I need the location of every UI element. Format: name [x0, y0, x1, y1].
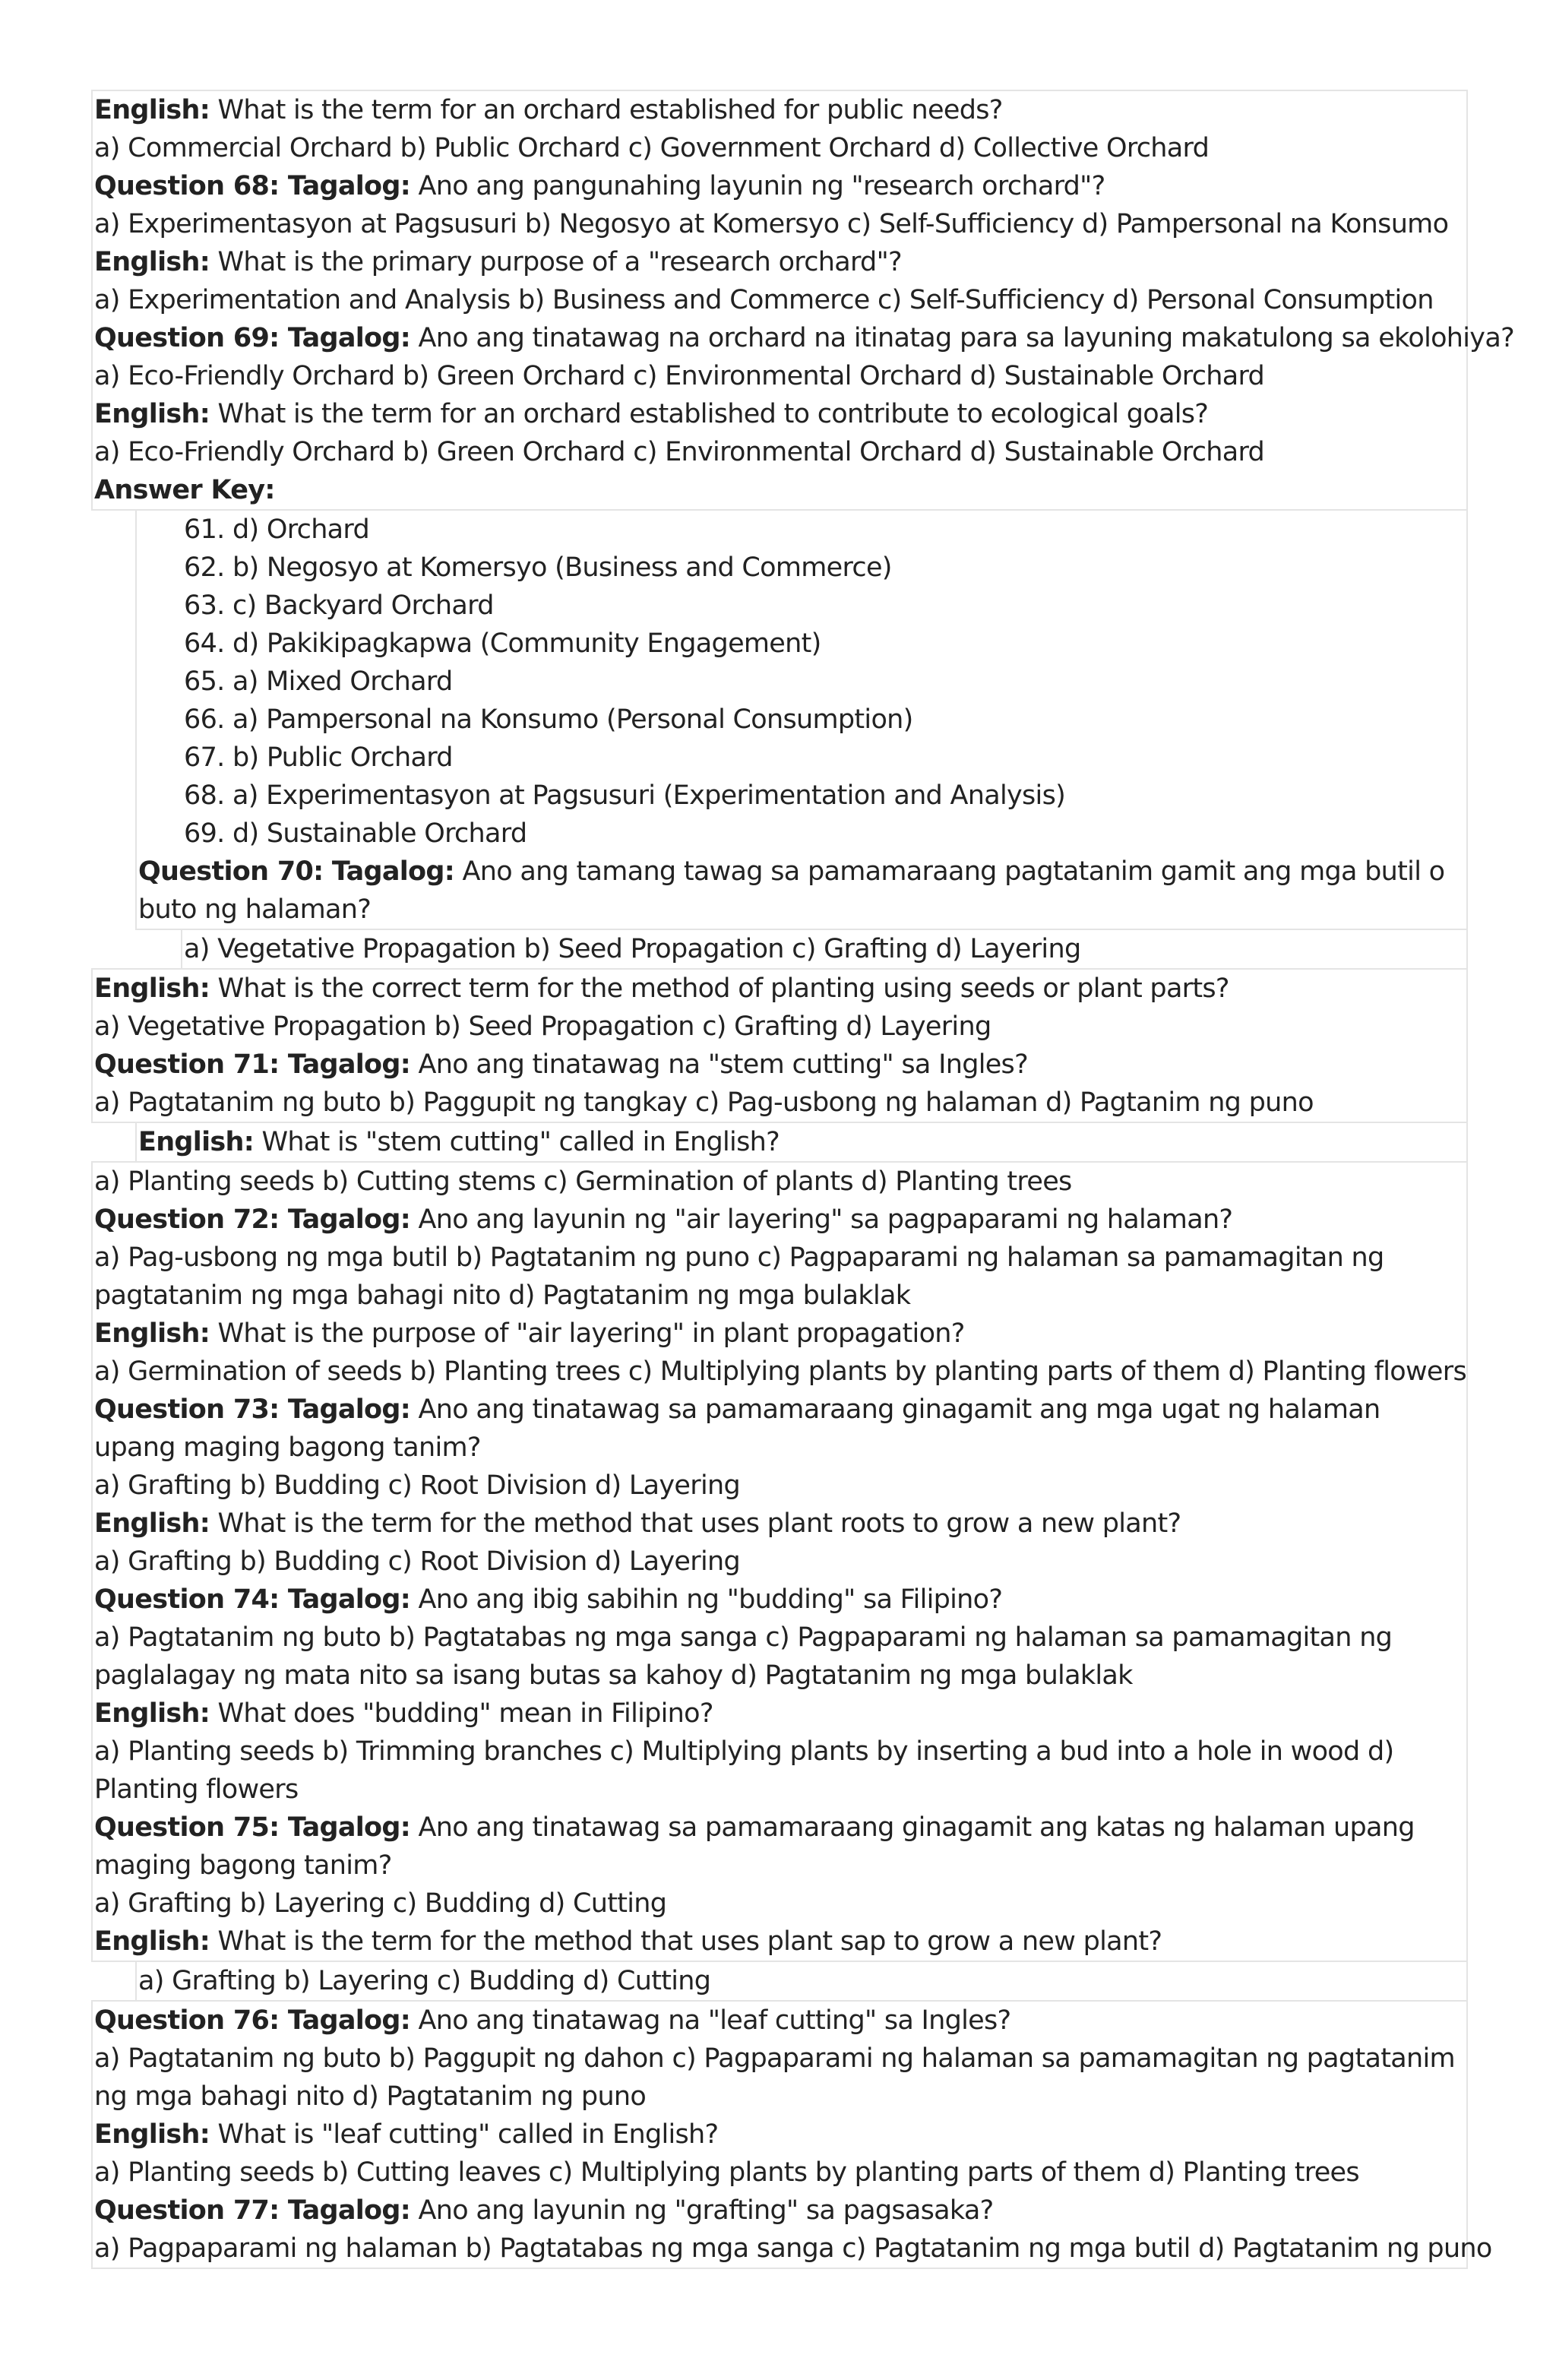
line-text: a) Grafting b) Budding c) Root Division d) Layering [94, 1546, 740, 1577]
line-label: Question 77: Tagalog: [94, 2195, 411, 2226]
content-block [91, 1161, 1468, 1962]
line-text: a) Planting seeds b) Cutting leaves c) Multiplying plants by planting parts of them d) Planting trees [94, 2157, 1359, 2188]
answer-key-item [137, 587, 1466, 625]
labeled-line [93, 1505, 1466, 1543]
line-text: a) Eco-Friendly Orchard b) Green Orchard c) Environmental Orchard d) Sustainable Orchard [94, 437, 1265, 467]
line-text: 63. c) Backyard Orchard [184, 590, 494, 621]
content-block [135, 1961, 1468, 2002]
line-text: Ano ang pangunahing layunin ng "research orchard"? [410, 171, 1105, 201]
labeled-line [93, 243, 1466, 281]
content-block [91, 968, 1468, 1123]
text-line [93, 1239, 1466, 1315]
line-text: a) Grafting b) Layering c) Budding d) Cutting [94, 1888, 667, 1919]
line-text: a) Pagtatanim ng buto b) Paggupit ng tangkay c) Pag-usbong ng halaman d) Pagtanim ng puno [94, 1087, 1314, 1118]
line-label: Question 74: Tagalog: [94, 1584, 411, 1615]
answer-key-item [137, 739, 1466, 777]
line-label: Question 69: Tagalog: [94, 323, 411, 353]
line-text: 66. a) Pampersonal na Konsumo (Personal Consumption) [184, 704, 913, 735]
text-line [182, 930, 1466, 968]
labeled-line [93, 1581, 1466, 1619]
content-block [91, 90, 1514, 511]
line-text: Ano ang tinatawag sa pamamaraang ginagamit ang mga ugat ng halaman upang maging bagong tanim? [94, 1394, 1380, 1463]
text-line [93, 1543, 1466, 1581]
text-line [93, 1885, 1466, 1923]
line-text: a) Pag-usbong ng mga butil b) Pagtatanim ng puno c) Pagpaparami ng halaman sa pamamagitan ng pagtatanim ng mga bahagi nito d) Pagtatanim ng mga bulaklak [94, 1242, 1384, 1311]
line-text: Ano ang tinatawag na "stem cutting" sa Ingles? [410, 1049, 1028, 1080]
line-text: What is "stem cutting" called in English? [254, 1127, 780, 1157]
answer-key-item [137, 777, 1466, 815]
answer-key-item [137, 625, 1466, 663]
labeled-line [93, 471, 1466, 509]
labeled-line [93, 2192, 1466, 2230]
line-text: a) Vegetative Propagation b) Seed Propagation c) Grafting d) Layering [184, 934, 1081, 964]
line-text: 69. d) Sustainable Orchard [184, 818, 527, 849]
line-text: What is the term for an orchard established to contribute to ecological goals? [210, 399, 1209, 429]
text-line [93, 2040, 1466, 2116]
labeled-line [93, 395, 1466, 433]
text-line [93, 129, 1466, 167]
line-text: 67. b) Public Orchard [184, 742, 453, 773]
answer-key-item [137, 815, 1466, 853]
text-line [93, 2230, 1492, 2268]
line-text: 62. b) Negosyo at Komersyo (Business and Commerce) [184, 552, 892, 583]
labeled-line [93, 91, 1466, 129]
text-line [93, 1467, 1466, 1505]
labeled-line [93, 1923, 1466, 1961]
line-text: a) Experimentation and Analysis b) Business and Commerce c) Self-Sufficiency d) Personal Consumption [94, 285, 1434, 315]
line-text: Ano ang layunin ng "grafting" sa pagsasaka? [410, 2195, 994, 2226]
line-label: Question 75: Tagalog: [94, 1812, 411, 1843]
line-text: What is the primary purpose of a "research orchard"? [210, 247, 902, 277]
line-label: Question 71: Tagalog: [94, 1049, 411, 1080]
text-line [93, 357, 1466, 395]
line-text: Ano ang tamang tawag sa pamamaraang pagtatanim gamit ang mga butil o buto ng halaman? [138, 856, 1445, 925]
content-block [91, 2000, 1492, 2269]
text-line [93, 1084, 1466, 1122]
line-label: English: [94, 1698, 210, 1729]
line-text: a) Vegetative Propagation b) Seed Propagation c) Grafting d) Layering [94, 1011, 991, 1042]
line-text: a) Grafting b) Layering c) Budding d) Cutting [138, 1966, 711, 1996]
line-text: Ano ang tinatawag na orchard na itinatag para sa layuning makatulong sa ekolohiya? [410, 323, 1514, 353]
line-label: Question 70: Tagalog: [138, 856, 455, 887]
line-label: English: [94, 1926, 210, 1957]
answer-key-item [137, 549, 1466, 587]
line-text: 64. d) Pakikipagkapwa (Community Engagement) [184, 628, 821, 659]
text-line [93, 1733, 1466, 1809]
text-line [93, 1163, 1466, 1201]
line-text: 68. a) Experimentasyon at Pagsusuri (Experimentation and Analysis) [184, 780, 1066, 811]
line-text: What is the term for the method that uses plant roots to grow a new plant? [210, 1508, 1181, 1539]
line-text: Ano ang tinatawag sa pamamaraang ginagamit ang katas ng halaman upang maging bagong tanim? [94, 1812, 1415, 1881]
labeled-line [93, 1391, 1466, 1467]
line-text: 61. d) Orchard [184, 514, 370, 545]
line-text: a) Eco-Friendly Orchard b) Green Orchard c) Environmental Orchard d) Sustainable Orchard [94, 361, 1265, 391]
labeled-line [93, 319, 1514, 357]
content-block [135, 1122, 1468, 1163]
line-label: English: [94, 973, 210, 1004]
line-text: Ano ang tinatawag na "leaf cutting" sa Ingles? [410, 2005, 1011, 2036]
line-label: Question 72: Tagalog: [94, 1204, 411, 1235]
line-label: Question 76: Tagalog: [94, 2005, 411, 2036]
labeled-line [93, 1046, 1466, 1084]
labeled-line [93, 1201, 1466, 1239]
content-block [181, 929, 1468, 970]
line-text: Ano ang ibig sabihin ng "budding" sa Filipino? [410, 1584, 1003, 1615]
line-text: a) Pagtatanim ng buto b) Paggupit ng dahon c) Pagpaparami ng halaman sa pamamagitan ng pagtatanim ng mga bahagi nito d) Pagtatanim ng puno [94, 2043, 1455, 2112]
line-text: What does "budding" mean in Filipino? [210, 1698, 713, 1729]
text-line [93, 1619, 1466, 1695]
line-text: a) Germination of seeds b) Planting trees c) Multiplying plants by planting parts of them d) Planting flowers [94, 1356, 1466, 1387]
labeled-line [93, 1695, 1466, 1733]
labeled-line [93, 2116, 1466, 2154]
labeled-line [93, 1315, 1466, 1353]
line-text: a) Commercial Orchard b) Public Orchard c) Government Orchard d) Collective Orchard [94, 133, 1210, 163]
line-label: English: [94, 247, 210, 277]
line-text: a) Grafting b) Budding c) Root Division d) Layering [94, 1470, 740, 1501]
line-label: English: [94, 1318, 210, 1349]
line-text: a) Pagpaparami ng halaman b) Pagtatabas ng mga sanga c) Pagtatanim ng mga butil d) Pagtatanim ng puno [94, 2233, 1492, 2264]
line-text: What is the purpose of "air layering" in plant propagation? [210, 1318, 965, 1349]
text-line [93, 2154, 1466, 2192]
line-text: a) Planting seeds b) Cutting stems c) Germination of plants d) Planting trees [94, 1166, 1072, 1197]
line-label: English: [138, 1127, 255, 1157]
labeled-line [93, 1809, 1466, 1885]
line-label: English: [94, 399, 210, 429]
line-label: English: [94, 2119, 210, 2150]
line-text: a) Experimentasyon at Pagsusuri b) Negosyo at Komersyo c) Self-Sufficiency d) Pampersonal na Konsumo [94, 209, 1449, 239]
labeled-line [93, 2002, 1466, 2040]
text-line [93, 1353, 1466, 1391]
labeled-line [137, 853, 1466, 929]
text-line [93, 205, 1466, 243]
text-line [93, 281, 1466, 319]
answer-key-item [137, 511, 1466, 549]
line-label: Question 68: Tagalog: [94, 171, 411, 201]
line-text: What is the term for the method that uses plant sap to grow a new plant? [210, 1926, 1162, 1957]
line-text: 65. a) Mixed Orchard [184, 666, 453, 697]
line-label: English: [94, 1508, 210, 1539]
text-line [137, 1962, 1466, 2000]
content-block [135, 509, 1468, 930]
line-text: a) Pagtatanim ng buto b) Pagtatabas ng mga sanga c) Pagpaparami ng halaman sa pamamagitan ng paglalagay ng mata nito sa isang butas sa kahoy d) Pagtatanim ng mga bulaklak [94, 1622, 1393, 1691]
answer-key-item [137, 663, 1466, 701]
document-body [91, 91, 1514, 2269]
labeled-line [93, 970, 1466, 1008]
line-text: Ano ang layunin ng "air layering" sa pagpaparami ng halaman? [410, 1204, 1233, 1235]
line-label: Question 73: Tagalog: [94, 1394, 411, 1425]
line-text: What is the correct term for the method of planting using seeds or plant parts? [210, 973, 1229, 1004]
line-label: Answer Key: [94, 475, 275, 505]
line-text: What is "leaf cutting" called in English? [210, 2119, 719, 2150]
line-text: What is the term for an orchard established for public needs? [210, 95, 1003, 125]
labeled-line [93, 167, 1466, 205]
text-line [93, 1008, 1466, 1046]
line-text: a) Planting seeds b) Trimming branches c) Multiplying plants by inserting a bud into a hole in wood d) Planting flowers [94, 1736, 1394, 1805]
text-line [93, 433, 1466, 471]
answer-key-item [137, 701, 1466, 739]
labeled-line [137, 1123, 1466, 1161]
line-label: English: [94, 95, 210, 125]
